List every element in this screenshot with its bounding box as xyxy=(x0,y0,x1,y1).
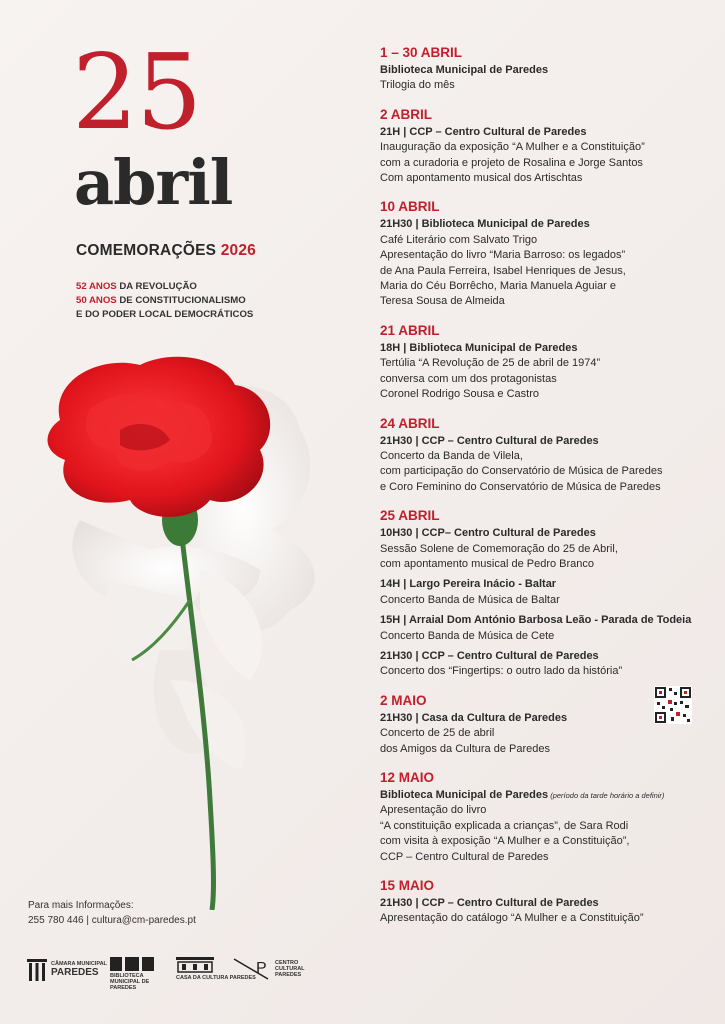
qr-code-icon[interactable] xyxy=(654,686,692,724)
event-description xyxy=(380,233,710,248)
event-venue xyxy=(380,125,710,140)
event-item xyxy=(380,106,710,187)
event-line-text: 21H30 | CCP – Centro Cultural de Paredes xyxy=(380,897,599,910)
event-description xyxy=(380,248,710,263)
event-venue xyxy=(380,63,710,78)
event-description xyxy=(380,629,710,644)
event-item xyxy=(380,877,710,927)
event-line-text: Concerto Banda de Música de Cete xyxy=(380,629,555,642)
event-description xyxy=(380,78,710,93)
event-description xyxy=(380,557,710,572)
event-line-text: Trilogia do mês xyxy=(380,79,455,92)
event-description xyxy=(380,464,710,479)
event-description xyxy=(380,542,710,557)
event-line-text: Biblioteca Municipal de Paredes xyxy=(380,789,549,801)
svg-text:P: P xyxy=(256,960,267,977)
event-description xyxy=(380,742,710,757)
event-line-text: Apresentação do catálogo “A Mulher e a Constituição” xyxy=(380,912,644,925)
subtitle-block xyxy=(76,280,253,322)
events-list xyxy=(380,44,710,939)
event-date: 21 ABRIL xyxy=(380,322,440,338)
event-line-text: 21H30 | Biblioteca Municipal de Paredes xyxy=(380,218,590,231)
event-description xyxy=(380,279,710,294)
contact-details: 255 780 446 | cultura@cm-paredes.pt xyxy=(28,915,196,926)
event-item xyxy=(380,415,710,496)
event-line-text: Inauguração da exposição “A Mulher e a Constituição” xyxy=(380,141,645,154)
event-description xyxy=(380,294,710,309)
event-date: 2 ABRIL xyxy=(380,106,433,122)
contact-info xyxy=(28,898,196,928)
event-venue xyxy=(380,788,710,803)
ccp-label: CENTRO CULTURAL PAREDES xyxy=(275,960,305,978)
event-item xyxy=(380,769,710,865)
event-line-text: Concerto de 25 de abril xyxy=(380,727,495,740)
event-description xyxy=(380,480,710,495)
event-line-text: CCP – Centro Cultural de Paredes xyxy=(380,850,549,863)
event-line-text: Apresentação do livro xyxy=(380,804,487,817)
biblioteca-label: BIBLIOTECA MUNICIPAL DE PAREDES xyxy=(110,973,150,991)
event-date: 15 MAIO xyxy=(380,878,435,894)
carnation-flower-image xyxy=(20,350,350,910)
event-line-text: Teresa Sousa de Almeida xyxy=(380,295,505,308)
event-date: 10 ABRIL xyxy=(380,199,440,215)
event-description xyxy=(380,834,710,849)
event-line-text: Com apontamento musical dos Artischtas xyxy=(380,172,583,185)
big-day-number: 25 xyxy=(72,31,201,153)
event-line-text: Concerto da Banda de Vilela, xyxy=(380,449,523,462)
comemoracoes-label: COMEMORAÇÕES xyxy=(76,242,217,259)
left-column xyxy=(0,0,360,1024)
event-line-text: 15H | Arraial Dom António Barbosa Leão - Parada de Todeia xyxy=(380,614,692,627)
event-description xyxy=(380,387,710,402)
camara-paredes-logo xyxy=(26,955,107,983)
subtitle-50-anos: 50 ANOS xyxy=(76,295,117,306)
event-date: 12 MAIO xyxy=(380,770,435,785)
camara-building-icon xyxy=(26,955,48,983)
event-line-text: 21H | CCP – Centro Cultural de Paredes xyxy=(380,125,587,138)
casa-building-icon xyxy=(176,955,214,975)
event-date: 24 ABRIL xyxy=(380,415,440,431)
event-line-text: “A constituição explicada a crianças”, de Sara Rodi xyxy=(380,819,629,832)
event-venue xyxy=(380,577,710,592)
ccp-icon xyxy=(232,955,272,983)
event-line-text: 18H | Biblioteca Municipal de Paredes xyxy=(380,341,578,354)
event-venue xyxy=(380,217,710,232)
event-description xyxy=(380,171,710,186)
event-description xyxy=(380,664,710,679)
event-description xyxy=(380,140,710,155)
event-line-text: Tertúlia “A Revolução de 25 de abril de 1974” xyxy=(380,357,601,370)
subtitle-revolucao: DA REVOLUÇÃO xyxy=(116,281,197,292)
event-venue xyxy=(380,341,710,356)
event-line-text: Coronel Rodrigo Sousa e Castro xyxy=(380,388,539,401)
event-item xyxy=(380,198,710,309)
event-line-text: 10H30 | CCP– Centro Cultural de Paredes xyxy=(380,527,596,540)
year-label: 2026 xyxy=(220,242,256,259)
event-description xyxy=(380,593,710,608)
event-line-text: Concerto dos “Fingertips: o outro lado da história” xyxy=(380,665,623,678)
biblioteca-logo xyxy=(110,955,170,991)
subtitle-constitucionalismo: DE CONSTITUCIONALISMO xyxy=(116,295,246,306)
event-line-text: 21H30 | Casa da Cultura de Paredes xyxy=(380,711,568,724)
camara-label: PAREDES xyxy=(51,966,99,978)
event-description xyxy=(380,372,710,387)
event-line-text: Biblioteca Municipal de Paredes xyxy=(380,64,549,76)
event-line-text: Café Literário com Salvato Trigo xyxy=(380,233,538,246)
logos-row xyxy=(26,955,346,995)
event-line-text: de Ana Paula Ferreira, Isabel Henriques de Jesus, xyxy=(380,264,626,277)
camara-small-label: CÂMARA MUNICIPAL xyxy=(51,960,107,967)
event-description xyxy=(380,726,710,741)
comemoracoes-title xyxy=(76,242,256,260)
event-description xyxy=(380,819,710,834)
event-date: 1 – 30 ABRIL xyxy=(380,45,463,60)
event-description xyxy=(380,911,710,926)
event-item xyxy=(380,322,710,403)
ccp-logo xyxy=(232,955,305,983)
event-description xyxy=(380,449,710,464)
event-description xyxy=(380,156,710,171)
event-line-text: Apresentação do livro “Maria Barroso: os legados” xyxy=(380,249,626,262)
event-line-text: conversa com um dos protagonistas xyxy=(380,372,557,385)
event-line-text: 14H | Largo Pereira Inácio - Baltar xyxy=(380,578,557,591)
event-venue xyxy=(380,434,710,449)
casa-label: CASA DA CULTURA PAREDES xyxy=(176,975,256,981)
event-line-text: com apontamento musical de Pedro Branco xyxy=(380,557,595,570)
event-venue xyxy=(380,649,710,664)
event-line-text: dos Amigos da Cultura de Paredes xyxy=(380,742,550,755)
event-line-text: e Coro Feminino do Conservatório de Música de Paredes xyxy=(380,480,661,493)
contact-label: Para mais Informações: xyxy=(28,900,134,911)
event-venue xyxy=(380,613,710,628)
event-line-text: com visita à exposição “A Mulher e a Constituição”, xyxy=(380,835,630,848)
event-line-text: Maria do Céu Borrêcho, Maria Manuela Aguiar e xyxy=(380,280,617,293)
event-venue xyxy=(380,896,710,911)
event-item xyxy=(380,44,710,94)
event-line-text: com participação do Conservatório de Música de Paredes xyxy=(380,465,663,478)
event-line-text: 21H30 | CCP – Centro Cultural de Paredes xyxy=(380,434,599,447)
big-month-word: abril xyxy=(74,146,233,219)
event-description xyxy=(380,803,710,818)
event-description xyxy=(380,850,710,865)
event-note: (período da tarde horário a definir) xyxy=(548,791,665,800)
subtitle-52-anos: 52 ANOS xyxy=(76,281,117,292)
event-line-text: Sessão Solene de Comemoração do 25 de Abril, xyxy=(380,542,618,555)
event-line-text: 21H30 | CCP – Centro Cultural de Paredes xyxy=(380,649,599,662)
bmp-icon xyxy=(110,955,156,973)
event-description xyxy=(380,264,710,279)
event-venue xyxy=(380,526,710,541)
event-line-text: Concerto Banda de Música de Baltar xyxy=(380,593,560,606)
event-line-text: com a curadoria e projeto de Rosalina e Jorge Santos xyxy=(380,156,643,169)
event-date: 2 MAIO xyxy=(380,692,427,708)
event-date: 25 ABRIL xyxy=(380,508,440,524)
subtitle-poder-local: E DO PODER LOCAL DEMOCRÁTICOS xyxy=(76,309,254,320)
event-item xyxy=(380,507,710,680)
event-description xyxy=(380,356,710,371)
